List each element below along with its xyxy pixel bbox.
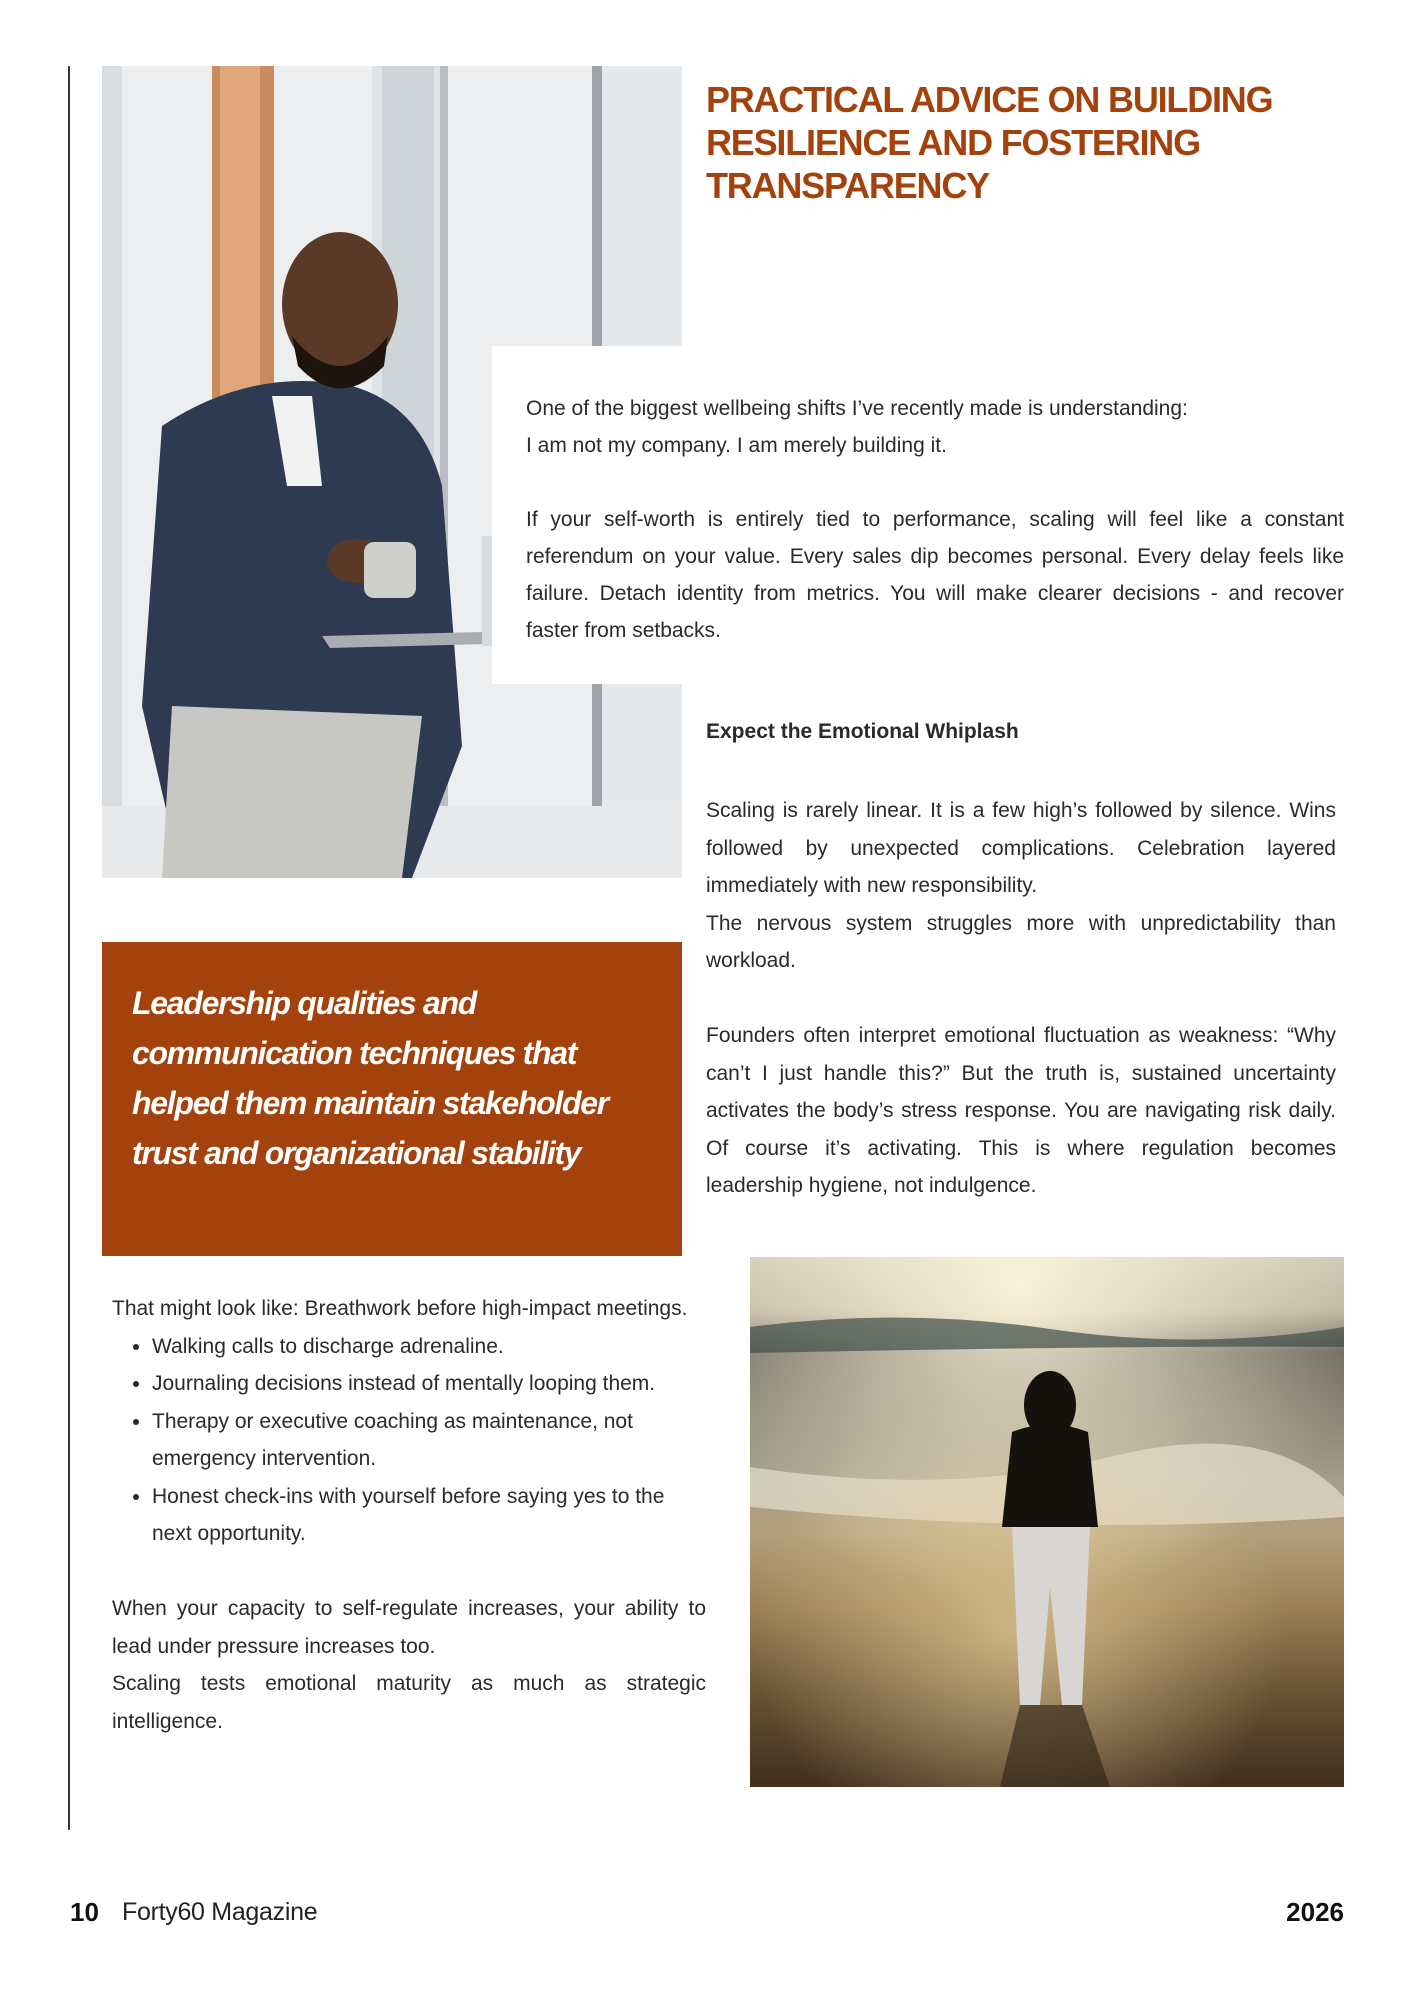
pull-quote: Leadership qualities and communication techniques that helped them maintain stakeholder trust and organizational stability (132, 985, 608, 1171)
magazine-name: Forty60 Magazine (122, 1898, 318, 1926)
body-paragraph: Scaling is rarely linear. It is a few high’s followed by silence. Wins followed by unexpected complications. Celebration layered immediately with new responsibility. (706, 799, 1336, 897)
photo-woman-on-beach (750, 1257, 1344, 1787)
intro-line: One of the biggest wellbeing shifts I’ve recently made is understanding: (526, 397, 1188, 420)
article-title: PRACTICAL ADVICE ON BUILDING RESILIENCE AND FOSTERING TRANSPARENCY (706, 79, 1273, 206)
body-paragraph: Scaling tests emotional maturity as much as strategic intelligence. (112, 1672, 706, 1733)
list-item: • Honest check-ins with yourself before saying yes to the next opportunity. (152, 1478, 706, 1553)
intro-text (526, 390, 1344, 649)
list-item: • Therapy or executive coaching as maintenance, not emergency intervention. (152, 1403, 706, 1478)
body-paragraph: When your capacity to self-regulate increases, your ability to lead under pressure increases too. (112, 1597, 706, 1658)
page-number: 10 (70, 1897, 99, 1927)
list-item: • Walking calls to discharge adrenaline. (152, 1328, 706, 1366)
issue-year: 2026 (1286, 1897, 1344, 1927)
left-margin-rule (68, 66, 70, 1830)
left-column-text (112, 1290, 706, 1740)
section-subheading: Expect the Emotional Whiplash (706, 720, 1019, 743)
body-paragraph: The nervous system struggles more with unpredictability than workload. (706, 911, 1336, 972)
intro-paragraph: If your self-worth is entirely tied to performance, scaling will feel like a constant referendum on your value. Every sales dip becomes personal. Every delay feels like failure. Detach identity from metrics. You will make clearer decisions - and recover faster from setbacks. (526, 508, 1344, 642)
tips-list (112, 1328, 706, 1553)
body-paragraph: That might look like: Breathwork before high-impact meetings. (112, 1297, 688, 1320)
intro-line: I am not my company. I am merely building it. (526, 434, 947, 457)
right-column-text (706, 792, 1336, 1205)
list-item: • Journaling decisions instead of mentally looping them. (152, 1365, 706, 1403)
body-paragraph: Founders often interpret emotional fluctuation as weakness: “Why can’t I just handle this?” But the truth is, sustained uncertainty activates the body’s stress response. You are navigating risk daily. Of course it’s activating. This is where regulation becomes leadership hygiene, not indulgence. (706, 1024, 1336, 1197)
